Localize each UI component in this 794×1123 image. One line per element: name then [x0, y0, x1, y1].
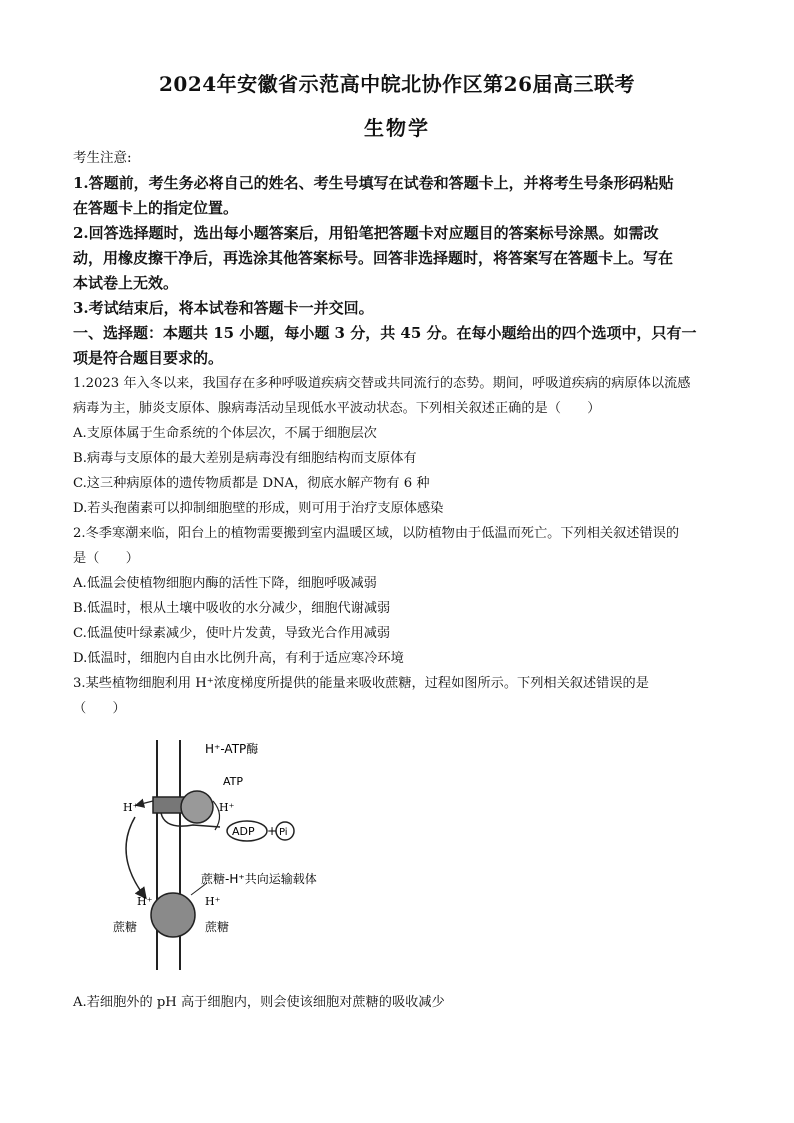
label-atp: ATP — [223, 775, 244, 788]
question-1-option-b: B.病毒与支原体的最大差别是病毒没有细胞结构而支原体有 — [73, 451, 417, 466]
question-3-stem-line-2: （ ） — [73, 701, 126, 716]
label-h-outside-2: H⁺ — [137, 895, 153, 908]
subject-title: 生物学 — [364, 116, 430, 140]
question-1-option-c: C.这三种病原体的遗传物质都是 DNA，彻底水解产物有 6 种 — [73, 476, 430, 491]
atpase-protein — [181, 791, 213, 823]
section-heading-line-2: 项是符合题目要求的。 — [73, 349, 224, 367]
question-2-stem-line-2: 是（ ） — [73, 551, 139, 566]
notice-item-2-line-3: 本试卷上无效。 — [73, 274, 179, 292]
label-adp: ADP — [232, 825, 255, 838]
question-1-option-d: D.若头孢菌素可以抑制细胞壁的形成，则可用于治疗支原体感染 — [73, 501, 444, 516]
question-2-option-b: B.低温时，根从土壤中吸收的水分减少，细胞代谢减弱 — [73, 601, 391, 616]
question-1-stem-line-1: 1.2023 年入冬以来，我国存在多种呼吸道疾病交替或共同流行的态势。期间，呼吸道疾病的病原体以流感 — [73, 376, 691, 391]
label-h-inside-2: H⁺ — [205, 895, 221, 908]
question-2-option-a: A.低温会使植物细胞内酶的活性下降，细胞呼吸减弱 — [73, 576, 377, 591]
exam-title: 2024年安徽省示范高中皖北协作区第26届高三联考 — [159, 72, 635, 96]
h-ion-return-arrow — [126, 817, 145, 897]
section-heading-line-1: 一、选择题：本题共 15 小题，每小题 3 分，共 45 分。在每小题给出的四个选项中，只有一 — [73, 324, 697, 342]
notice-item-2-line-1: 2.回答选择题时，选出每小题答案后，用铅笔把答题卡对应题目的答案标号涂黑。如需改 — [73, 224, 659, 242]
question-3-stem-line-1: 3.某些植物细胞利用 H⁺浓度梯度所提供的能量来吸收蔗糖，过程如图所示。下列相关叙述错误的是 — [73, 676, 649, 691]
question-3-option-a: A.若细胞外的 pH 高于细胞内，则会使该细胞对蔗糖的吸收减少 — [73, 995, 445, 1010]
label-sucrose-inside: 蔗糖 — [205, 920, 230, 934]
label-h-inside: H⁺ — [219, 801, 235, 814]
notice-item-3: 3.考试结束后，将本试卷和答题卡一并交回。 — [73, 299, 374, 317]
question-2-option-c: C.低温使叶绿素减少，使叶片发黄，导致光合作用减弱 — [73, 626, 391, 641]
sucrose-transport-diagram — [95, 735, 375, 975]
notice-item-1-line-2: 在答题卡上的指定位置。 — [73, 199, 239, 217]
question-2-stem-line-1: 2.冬季寒潮来临，阳台上的植物需要搬到室内温暖区域，以防植物由于低温而死亡。下列相关叙述错误的 — [73, 526, 680, 541]
label-cotransporter: 蔗糖-H⁺共向运输载体 — [201, 872, 317, 886]
question-2-option-d: D.低温时，细胞内自由水比例升高，有利于适应寒冷环境 — [73, 651, 404, 666]
question-1-stem-line-2: 病毒为主，肺炎支原体、腺病毒活动呈现低水平波动状态。下列相关叙述正确的是（ ） — [73, 401, 601, 416]
label-plus: + — [267, 824, 278, 838]
cotransporter-protein — [151, 893, 195, 937]
notice-item-1-line-1: 1.答题前，考生务必将自己的姓名、考生号填写在试卷和答题卡上，并将考生号条形码粘贴 — [73, 174, 674, 192]
label-sucrose-outside: 蔗糖 — [113, 920, 138, 934]
question-1-option-a: A.支原体属于生命系统的个体层次，不属于细胞层次 — [73, 426, 377, 441]
notice-item-2-line-2: 动，用橡皮擦干净后，再选涂其他答案标号。回答非选择题时，将答案写在答题卡上。写在 — [73, 249, 674, 267]
h-ion-pump-arrow — [137, 801, 153, 805]
label-h-outside: H⁺ — [123, 801, 139, 814]
label-pi: Pi — [279, 827, 288, 838]
notice-heading: 考生注意: — [73, 150, 132, 166]
exam-content — [73, 146, 723, 721]
label-atpase: H⁺-ATP酶 — [205, 742, 259, 756]
question-3-options — [73, 990, 723, 1015]
